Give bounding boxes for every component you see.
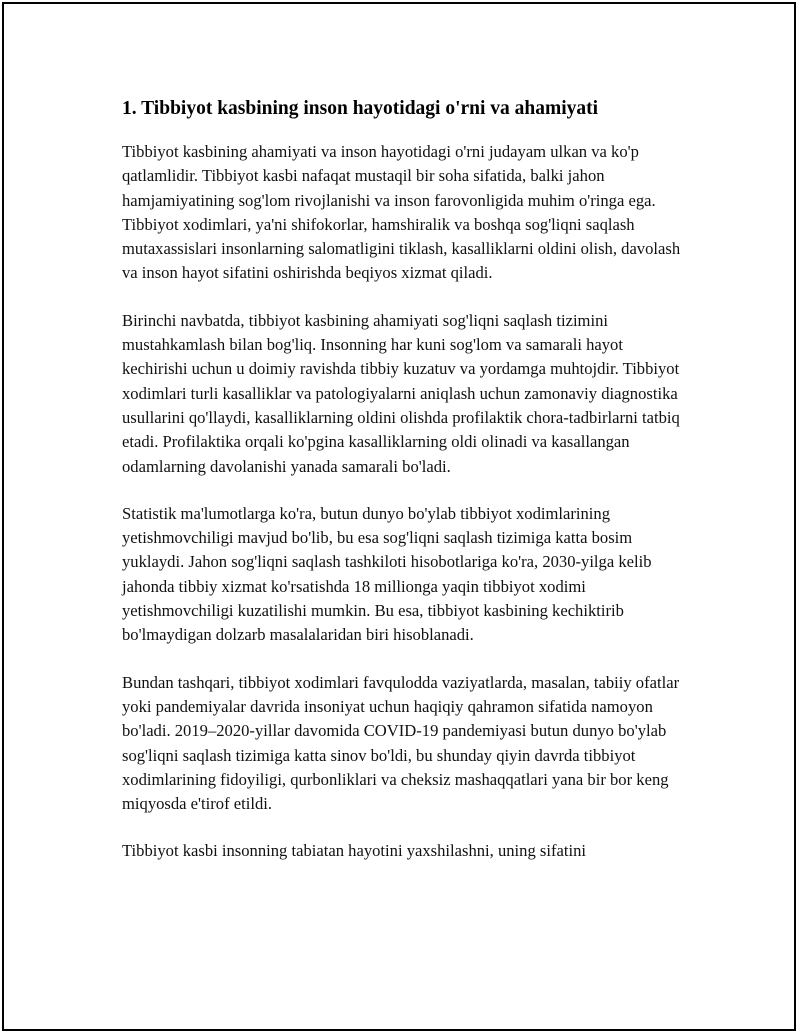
page-frame: [2, 2, 796, 1031]
paragraph-4: Bundan tashqari, tibbiyot xodimlari favqulodda vaziyatlarda, masalan, tabiiy ofatlar yoki pandemiyalar davrida insoniyat uchun haqiqiy qahramon sifatida namoyon bo'ladi. 2019–2020-yillar davomida COVID-19 pandemiyasi butun dunyo bo'ylab sog'liqni saqlash tizimiga katta sinov bo'ldi, bu shunday qiyin davrda tibbiyot xodimlarining fidoyiligi, qurbonliklari va cheksiz mashaqqatlari yana bir bor keng miqyosda e'tirof etildi.: [122, 672, 680, 814]
paragraph-1: Tibbiyot kasbining ahamiyati va inson hayotidagi o'rni judayam ulkan va ko'p qatlamlidir. Tibbiyot kasbi nafaqat mustaqil bir soha sifatida, balki jahon hamjamiyatining sog'lom rivojlanishi va inson farovonligida muhim o'ringa ega. Tibbiyot xodimlari, ya'ni shifokorlar, hamshiralik va boshqa sog'liqni saqlash mutaxassislari insonlarning salomatligini tiklash, kasalliklarni oldini olish, davolash va inson hayot sifatini oshirishda beqiyos xizmat qiladi.: [122, 142, 681, 283]
document-body: [122, 96, 682, 887]
section-heading: 1. Tibbiyot kasbining inson hayotidagi o'rni va ahamiyati: [122, 98, 599, 119]
paragraph-3: Statistik ma'lumotlarga ko'ra, butun dunyo bo'ylab tibbiyot xodimlarining yetishmovchiligi mavjud bo'lib, bu esa sog'liqni saqlash tizimiga katta bosim yuklaydi. Jahon sog'liqni saqlash tashkiloti hisobotlariga ko'ra, 2030-yilga kelib jahonda tibbiy xizmat ko'rsatishda 18 millionga yaqin tibbiyot xodimi yetishmovchiligi kuzatilishi mumkin. Bu esa, tibbiyot kasbining kechiktirib bo'lmaydigan dolzarb masalalaridan biri hisoblanadi.: [122, 503, 652, 645]
paragraph-2: Birinchi navbatda, tibbiyot kasbining ahamiyati sog'liqni saqlash tizimini mustahkamlash bilan bog'liq. Insonning har kuni sog'lom va samarali hayot kechirishi uchun u doimiy ravishda tibbiy kuzatuv va yordamga muhtojdir. Tibbiyot xodimlari turli kasalliklar va patologiyalarni aniqlash uchun zamonaviy diagnostika usullarini qo'llaydi, kasalliklarning oldini olishda profilaktik chora-tadbirlarni tatbiq etadi. Profilaktika orqali ko'pgina kasalliklarning oldi olinadi va kasallangan odamlarning davolanishi yanada samarali bo'ladi.: [122, 310, 680, 476]
paragraph-5: Tibbiyot kasbi insonning tabiatan hayotini yaxshilashni, uning sifatini: [122, 841, 586, 861]
